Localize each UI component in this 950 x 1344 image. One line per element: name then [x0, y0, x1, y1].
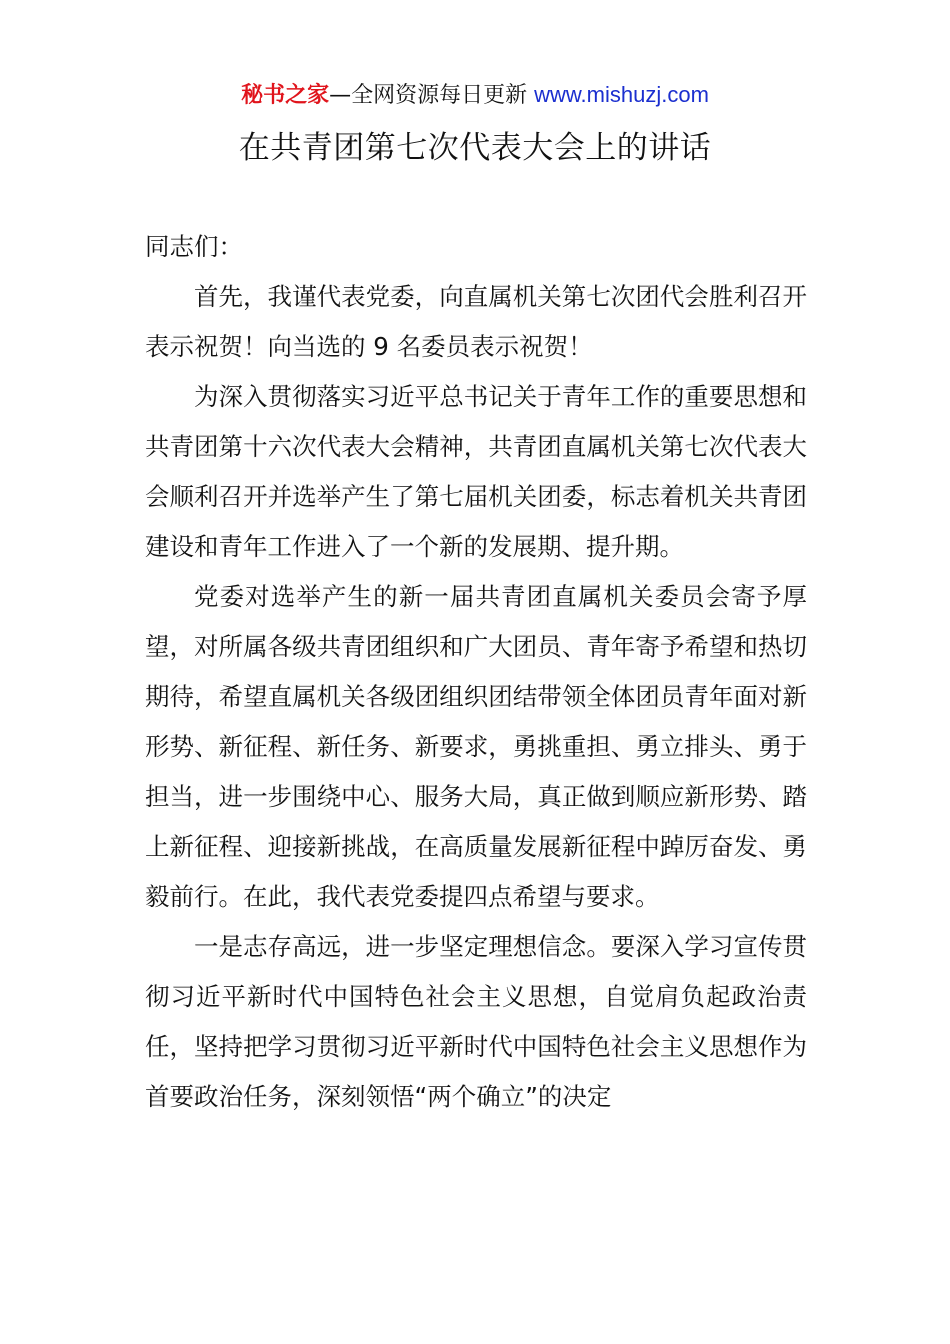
site-tagline: —全网资源每日更新	[329, 83, 528, 108]
site-brand: 秘书之家	[241, 83, 330, 108]
site-url-link[interactable]: www.mishuzj.com	[534, 82, 709, 107]
salutation: 同志们：	[145, 232, 243, 261]
document-title: 在共青团第七次代表大会上的讲话	[238, 130, 712, 166]
body-paragraph: 一是志存高远，进一步坚定理想信念。要深入学习宣传贯彻习近平新时代中国特色社会主义思想，自觉肩负起政治责任，坚持把学习贯彻习近平新时代中国特色社会主义思想作为首要政治任务，深刻领悟“两个确立”的决定	[145, 932, 807, 1111]
site-header	[0, 78, 950, 113]
body-paragraph: 党委对选举产生的新一届共青团直属机关委员会寄予厚望，对所属各级共青团组织和广大团员、青年寄予希望和热切期待，希望直属机关各级团组织团结带领全体团员青年面对新形势、新征程、新任务、新要求，勇挑重担、勇立排头、勇于担当，进一步围绕中心、服务大局，真正做到顺应新形势、踏上新征程、迎接新挑战，在高质量发展新征程中踔厉奋发、勇毅前行。在此，我代表党委提四点希望与要求。	[145, 582, 807, 911]
document-body	[145, 222, 807, 1122]
body-paragraph: 首先，我谨代表党委，向直属机关第七次团代会胜利召开表示祝贺！向当选的 9 名委员表示祝贺！	[145, 282, 807, 361]
body-paragraph: 为深入贯彻落实习近平总书记关于青年工作的重要思想和共青团第十六次代表大会精神，共青团直属机关第七次代表大会顺利召开并选举产生了第七届机关团委，标志着机关共青团建设和青年工作进入了一个新的发展期、提升期。	[145, 382, 807, 561]
